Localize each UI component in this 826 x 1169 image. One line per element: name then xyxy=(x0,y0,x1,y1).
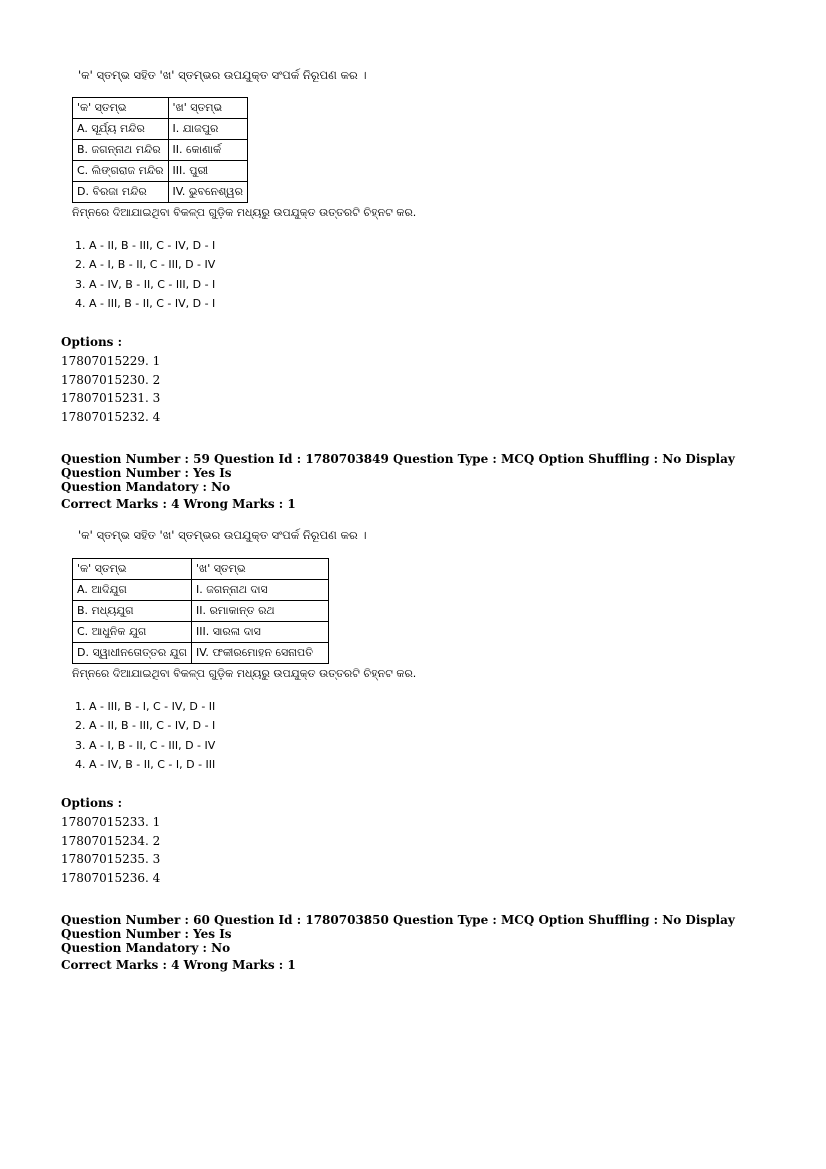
q58-stem: 'କ' ସ୍ତମ୍ଭ ସହିତ 'ଖ' ସ୍ତମ୍ଭର ଉପଯୁକ୍ତ ସଂପର୍କ ନିରୂପଣ କର । xyxy=(78,68,367,82)
table-cell: B. ଜଗନ୍ନାଥ ମନ୍ଦିର xyxy=(73,140,169,161)
choice-item: 4. A - IV, B - II, C - I, D - III xyxy=(75,757,216,771)
table-row xyxy=(73,622,329,643)
q59-header xyxy=(61,452,761,511)
option-id: 17807015235. 3 xyxy=(61,852,161,867)
table-row xyxy=(73,98,248,119)
table-cell: II. ରମାକାନ୍ତ ରଥ xyxy=(191,601,328,622)
q60-marks: Correct Marks : 4 Wrong Marks : 1 xyxy=(61,958,296,972)
option-id: 17807015236. 4 xyxy=(61,871,161,886)
table-cell: IV. ଫକୀରମୋହନ ସେନାପତି xyxy=(191,643,328,664)
table-cell: D. ବିରଜା ମନ୍ଦିର xyxy=(73,182,169,203)
option-id: 17807015234. 2 xyxy=(61,833,161,848)
choice-item: 2. A - I, B - II, C - III, D - IV xyxy=(75,258,216,272)
option-id: 17807015230. 2 xyxy=(61,372,161,387)
q58-options-title: Options : xyxy=(61,335,123,349)
choice-item: 3. A - IV, B - II, C - III, D - I xyxy=(75,277,216,291)
table-cell: III. ସାରଳା ଦାସ xyxy=(191,622,328,643)
q59-choices xyxy=(75,697,215,774)
choice-item: 3. A - I, B - II, C - III, D - IV xyxy=(75,738,216,752)
choice-item: 1. A - II, B - III, C - IV, D - I xyxy=(75,239,216,252)
table-row xyxy=(73,140,248,161)
q59-instruction: ନିମ୍ନରେ ଦିଆଯାଇଥିବା ବିକଳ୍ପ ଗୁଡ଼ିକ ମଧ୍ୟରୁ ଉପଯୁକ୍ତ ଉତ୍ତରଟି ଚିହ୍ନଟ କର. xyxy=(72,667,417,680)
option-id: 17807015233. 1 xyxy=(61,815,161,829)
option-id: 17807015232. 4 xyxy=(61,410,161,425)
option-id: 17807015229. 1 xyxy=(61,354,161,368)
table-cell: I. ଯାଜପୁର xyxy=(168,119,247,140)
q59-marks: Correct Marks : 4 Wrong Marks : 1 xyxy=(61,497,296,511)
q59-meta-line2: Question Mandatory : No xyxy=(61,480,231,494)
table-row xyxy=(73,161,248,182)
q59-meta-line1: Question Number : 59 Question Id : 1780703849 Question Type : MCQ Option Shuffling : No Display Question Number : Yes Is xyxy=(61,452,735,480)
q59-stem: 'କ' ସ୍ତମ୍ଭ ସହିତ 'ଖ' ସ୍ତମ୍ଭର ଉପଯୁକ୍ତ ସଂପର୍କ ନିରୂପଣ କର । xyxy=(78,528,367,542)
q58-choices xyxy=(75,236,215,313)
table-cell: 'କ' ସ୍ତମ୍ଭ xyxy=(73,98,169,119)
table-row xyxy=(73,559,329,580)
table-cell: 'କ' ସ୍ତମ୍ଭ xyxy=(73,559,192,580)
option-id: 17807015231. 3 xyxy=(61,391,161,406)
choice-item: 4. A - III, B - II, C - IV, D - I xyxy=(75,296,216,310)
q60-meta-line2: Question Mandatory : No xyxy=(61,941,231,955)
q58-instruction: ନିମ୍ନରେ ଦିଆଯାଇଥିବା ବିକଳ୍ପ ଗୁଡ଼ିକ ମଧ୍ୟରୁ ଉପଯୁକ୍ତ ଉତ୍ତରଟି ଚିହ୍ନଟ କର. xyxy=(72,206,417,219)
choice-item: 2. A - II, B - III, C - IV, D - I xyxy=(75,719,216,733)
choice-item: 1. A - III, B - I, C - IV, D - II xyxy=(75,700,216,713)
table-cell: 'ଖ' ସ୍ତମ୍ଭ xyxy=(168,98,247,119)
q59-options-list xyxy=(61,813,160,888)
table-cell: 'ଖ' ସ୍ତମ୍ଭ xyxy=(191,559,328,580)
table-cell: I. ଜଗନ୍ନାଥ ଦାସ xyxy=(191,580,328,601)
table-row xyxy=(73,643,329,664)
q58-options-list xyxy=(61,352,160,427)
table-cell: B. ମଧ୍ୟଯୁଗ xyxy=(73,601,192,622)
table-row xyxy=(73,580,329,601)
table-cell: II. କୋଣାର୍କ xyxy=(168,140,247,161)
table-row xyxy=(73,601,329,622)
table-cell: C. ଆଧୁନିକ ଯୁଗ xyxy=(73,622,192,643)
q59-match-table xyxy=(72,558,329,664)
table-cell: D. ସ୍ୱାଧୀନତୋତ୍ତର ଯୁଗ xyxy=(73,643,192,664)
table-cell: IV. ଭୁବନେଶ୍ୱର xyxy=(168,182,247,203)
table-row xyxy=(73,119,248,140)
q59-options-title: Options : xyxy=(61,796,123,810)
table-cell: A. ସୂର୍ଯ୍ୟ ମନ୍ଦିର xyxy=(73,119,169,140)
q60-header xyxy=(61,913,761,972)
q60-meta-line1: Question Number : 60 Question Id : 1780703850 Question Type : MCQ Option Shuffling : No Display Question Number : Yes Is xyxy=(61,913,735,941)
table-cell: A. ଆଦିଯୁଗ xyxy=(73,580,192,601)
table-cell: C. ଲିଙ୍ଗରାଜ ମନ୍ଦିର xyxy=(73,161,169,182)
table-cell: III. ପୁରୀ xyxy=(168,161,247,182)
q58-match-table xyxy=(72,97,248,203)
table-row xyxy=(73,182,248,203)
